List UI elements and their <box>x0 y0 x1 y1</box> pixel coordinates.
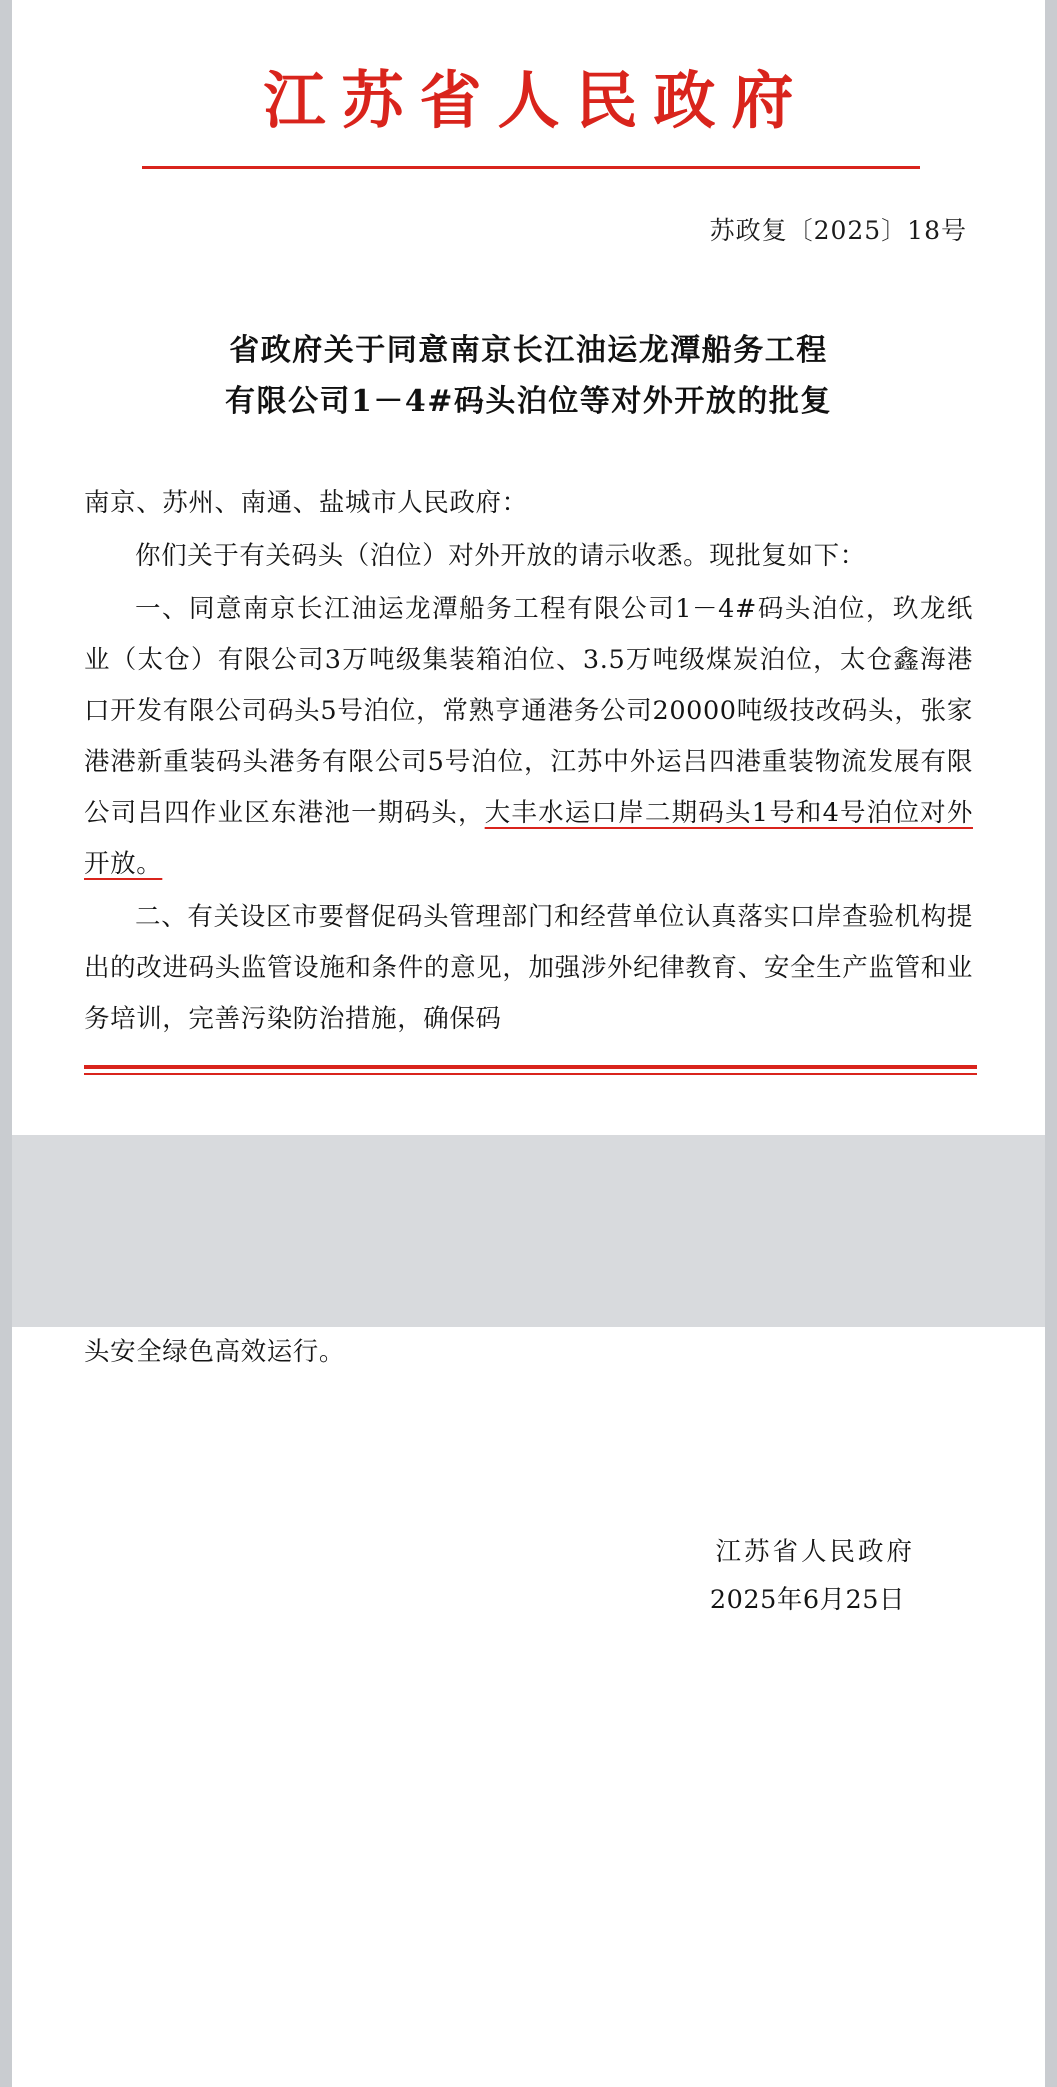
continuation-text: 头安全绿色高效运行。 <box>84 1337 346 1367</box>
paragraph-intro: 你们关于有关码头（泊位）对外开放的请示收悉。现批复如下： <box>135 540 866 571</box>
title-line-1: 省政府关于同意南京长江油运龙潭船务工程 <box>229 332 828 368</box>
left-gutter <box>0 0 12 2087</box>
item-one-highlighted-text: 大丰水运口岸二期码头1号和4号泊位对外开放。 <box>84 797 973 879</box>
masthead-organization-title: 江苏省人民政府 <box>263 64 810 137</box>
page-separator <box>0 1135 1057 1165</box>
footer-rule-thick <box>84 1065 977 1069</box>
paragraph-item-two: 二、有关设区市要督促码头管理部门和经营单位认真落实口岸查验机构提出的改进码头监管设施和条件的意见，加强涉外纪律教育、安全生产监管和业务培训，完善污染防治措施，确保码 <box>84 901 973 1034</box>
right-gutter <box>1045 0 1057 2087</box>
masthead <box>12 62 1045 169</box>
item-one-text: 一、同意南京长江油运龙潭船务工程有限公司1－4#码头泊位，玖龙纸业（太仓）有限公司3万吨级集装箱泊位、3.5万吨级煤炭泊位，太仓鑫海港口开发有限公司码头5号泊位，常熟亨通港务公司20000吨级技改码头，张家港港新重装码头港务有限公司5号泊位，江苏中外运吕四港重装物流发展有限公司吕四作业区东港池一期码头， <box>84 593 973 828</box>
title-line-2: 有限公司1－4#码头泊位等对外开放的批复 <box>225 384 832 420</box>
footer-rule-thin <box>84 1073 977 1075</box>
page-footer-divider <box>84 1065 977 1075</box>
document-page-2 <box>12 1327 1045 2087</box>
document-body <box>84 478 973 1045</box>
signature-date: 2025年6月25日 <box>709 1585 905 1616</box>
recipient-line: 南京、苏州、南通、盐城市人民政府： <box>84 487 528 518</box>
document-page-1 <box>12 0 1045 1135</box>
document-number: 苏政复〔2025〕18号 <box>709 215 967 245</box>
page-2-body <box>84 1327 973 1378</box>
paragraph-item-one <box>84 584 973 890</box>
page-title <box>159 325 899 428</box>
signature-organization: 江苏省人民政府 <box>715 1537 915 1567</box>
masthead-divider <box>142 166 920 169</box>
signature-block <box>12 1528 915 1625</box>
